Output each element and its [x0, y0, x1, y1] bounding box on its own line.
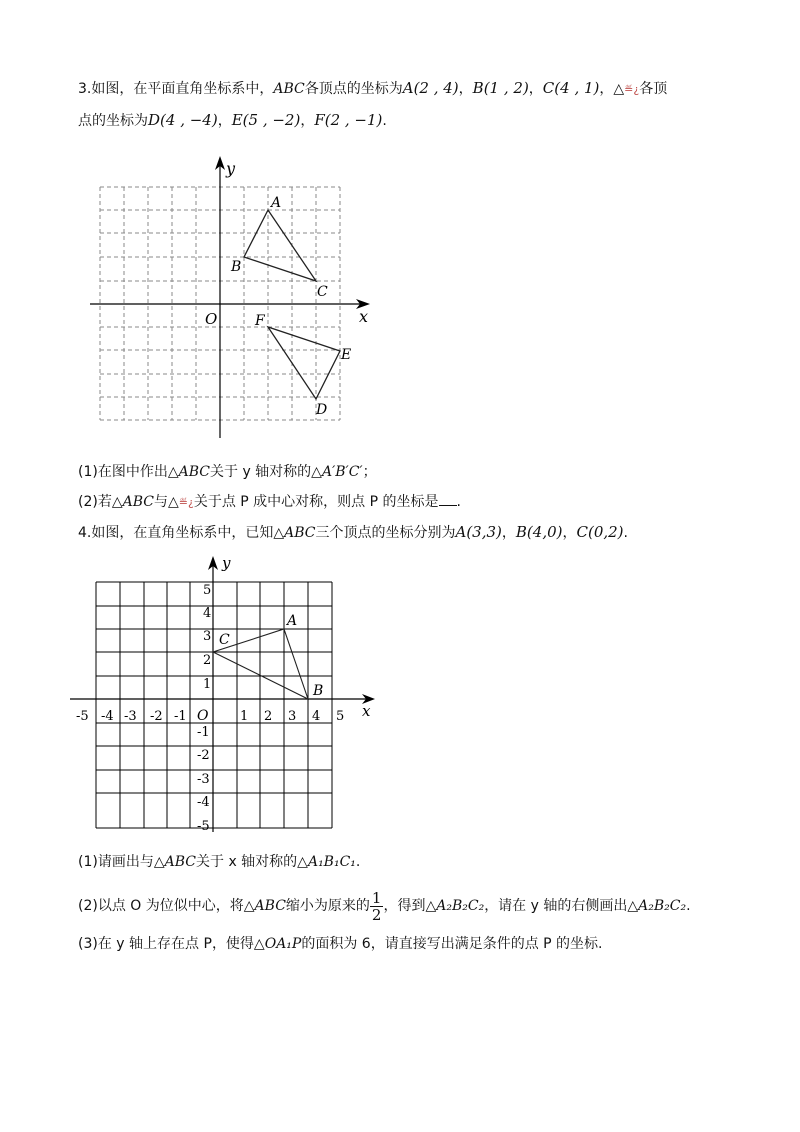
- q3-text: 各顶: [639, 81, 668, 97]
- q3-part2-p: P: [369, 494, 379, 510]
- q4-part2-abc: ABC: [254, 898, 286, 914]
- q4-y-tick: 5: [203, 583, 212, 598]
- q4-x-tick: -1: [174, 709, 187, 724]
- q3-label-c: C: [317, 284, 328, 300]
- q4-abc: ABC: [284, 525, 316, 541]
- q4-part3-text: 轴上存在点: [124, 936, 204, 952]
- q4-part3-text: 的坐标.: [551, 936, 603, 952]
- q3-coordinate-graph: [90, 150, 390, 445]
- q3-label-b: B: [231, 259, 242, 275]
- q4-part1-target: A₁B₁C₁: [307, 854, 356, 870]
- q3-part1: [78, 462, 760, 482]
- q4-y-tick: 2: [203, 653, 212, 668]
- q3-part1-text: 关于: [209, 464, 243, 480]
- q4-part3-triangle: OA₁P: [264, 936, 302, 952]
- q3-label-x: x: [359, 307, 369, 326]
- q3-line1: [78, 78, 760, 100]
- q3-text: 点的坐标为: [78, 113, 148, 129]
- q4-part2-text: 为位似中心，将△: [141, 898, 255, 914]
- q3-label-a: A: [271, 195, 282, 211]
- q3-label-d: D: [316, 402, 328, 418]
- q4-part1-axis: x: [228, 854, 237, 870]
- q4-x-tick: 5: [336, 709, 345, 724]
- q4-label-o: O: [197, 708, 209, 724]
- q3-text: 3.如图，在平面直角坐标系中，: [78, 81, 274, 97]
- q4-part2-text: 缩小为原来的: [285, 898, 370, 914]
- q3-part1-text: (1)在图中作出△: [78, 464, 179, 480]
- q4-text: 三个顶点的坐标分别为: [315, 525, 456, 541]
- q4-y-tick: -2: [197, 748, 210, 763]
- q3-point-a: A(2 , 4): [402, 79, 459, 97]
- q4-part1-abc: ABC: [164, 854, 196, 870]
- q3-part1-text: 轴对称的△: [250, 464, 322, 480]
- q4-label-x: x: [362, 702, 371, 720]
- q4-part2-o: O: [130, 898, 142, 914]
- q4-part2-target: A₂B₂C₂: [638, 898, 687, 914]
- q4-x-tick: 2: [264, 709, 273, 724]
- q4-part1-text: (1)请画出与△: [78, 854, 165, 870]
- q3-part2-text: (2)若△: [78, 494, 123, 510]
- q3-point-f: F(2 , −1): [314, 111, 383, 129]
- q3-label-y: y: [226, 159, 236, 178]
- q4-coordinate-graph: [70, 550, 390, 840]
- q3-point-c: C(4 , 1): [542, 79, 600, 97]
- q3-part2-text: 关于点: [193, 494, 241, 510]
- q4-part3: [78, 934, 760, 954]
- q4-text: 4.如图，在直角坐标系中，已知△: [78, 525, 285, 541]
- q4-frac-numerator: 1: [371, 888, 382, 907]
- q4-part3-text: ，使得△: [211, 936, 265, 952]
- q4-label-y: y: [222, 554, 231, 572]
- q4-frac-denominator: 2: [371, 905, 382, 924]
- q3-label-f: F: [255, 313, 265, 329]
- q4-part2-text: (2)以点: [78, 898, 131, 914]
- q3-part2-text: 的坐标是: [378, 494, 439, 510]
- q4-part1: [78, 852, 760, 872]
- q4-y-tick: -1: [197, 725, 210, 740]
- q4-part1-text: 轴对称的△: [236, 854, 308, 870]
- q3-point-e: E(5 , −2): [231, 111, 301, 129]
- q4-label-c: C: [219, 632, 230, 648]
- q3-sep: ，: [458, 81, 473, 97]
- q4-part3-p: P: [203, 936, 212, 952]
- q4-y-tick: 4: [203, 606, 212, 621]
- q3-part1-text: ；: [362, 464, 377, 480]
- q4-x-tick: -4: [101, 709, 114, 724]
- q4-part2-target: A₂B₂C₂: [436, 898, 485, 914]
- q3-part1-axis: y: [242, 464, 251, 480]
- q4-part2-text: ，得到△: [383, 898, 437, 914]
- q4-sep: ，: [501, 525, 516, 541]
- q4-part2-text: .: [686, 898, 691, 914]
- q3-part2: [78, 492, 760, 513]
- q3-answer-blank[interactable]: [439, 493, 457, 506]
- q4-y-tick: -5: [197, 819, 210, 834]
- q3-part2-abc: ABC: [122, 494, 154, 510]
- q4-y-tick: 3: [203, 629, 212, 644]
- q4-part3-text: 的面积为 6，请直接写出满足条件的点: [301, 936, 544, 952]
- q3-abc: ABC: [273, 81, 305, 97]
- q4-part2: [78, 888, 760, 924]
- q4-point-a: A(3,3): [455, 523, 502, 541]
- q3-sep: ，△: [599, 81, 625, 97]
- q3-point-b: B(1 , 2): [472, 79, 529, 97]
- q4-point-c: C(0,2): [576, 523, 624, 541]
- q3-part2-text: .: [456, 494, 461, 510]
- q4-y-tick: 1: [203, 677, 212, 692]
- q4-part2-text: 轴的右侧画出△: [538, 898, 639, 914]
- q3-sep: ，: [300, 113, 315, 129]
- q3-line2: [78, 110, 760, 131]
- q3-sep: ，: [528, 81, 543, 97]
- q4-part1-text: .: [355, 854, 361, 870]
- q3-label-o: O: [205, 310, 218, 328]
- q3-part1-abc: ABC: [178, 464, 210, 480]
- q4-x-tick-labels: [76, 709, 344, 724]
- q4-label-b: B: [313, 683, 324, 699]
- q3-text: .: [382, 113, 387, 129]
- q4-y-tick: -3: [197, 772, 210, 787]
- q4-y-tick: -4: [197, 795, 210, 810]
- q4-x-tick: -5: [76, 709, 89, 724]
- q4-x-tick: 1: [240, 709, 249, 724]
- q4-sep: ，: [562, 525, 577, 541]
- q4-point-b: B(4,0): [515, 523, 563, 541]
- q3-sep: ，: [217, 113, 232, 129]
- q4-label-a: A: [287, 613, 298, 629]
- q3-triangle-abc: [244, 210, 316, 281]
- q3-label-e: E: [341, 347, 352, 363]
- q4-part3-text: (3)在: [78, 936, 117, 952]
- q4-x-tick: 3: [288, 709, 297, 724]
- q4-part1-text: 关于: [195, 854, 229, 870]
- q3-point-d: D(4 , −4): [148, 111, 218, 129]
- q4-part3-axis: y: [116, 936, 125, 952]
- q4-x-tick: -2: [150, 709, 163, 724]
- q3-garbled-glyph: ≝¿: [624, 83, 640, 96]
- q3-triangle-def: [268, 327, 340, 399]
- q3-text: 各顶点的坐标为: [304, 81, 403, 97]
- q4-text: .: [623, 525, 628, 541]
- q3-part2-p: P: [240, 494, 249, 510]
- q4-x-tick: 4: [312, 709, 321, 724]
- q4-fraction-one-half: [370, 890, 384, 923]
- q3-part2-text: 与△: [153, 494, 179, 510]
- q4-part3-p: P: [543, 936, 552, 952]
- q3-part2-text: 成中心对称，则点: [248, 494, 370, 510]
- q4-part2-axis: y: [530, 898, 539, 914]
- q4-line: [78, 522, 760, 543]
- q3-part1-target: A′B′C′: [321, 464, 363, 480]
- q3-part2-garbled-glyph: ≝¿: [178, 496, 194, 509]
- q4-x-tick: -3: [124, 709, 137, 724]
- q4-part2-text: ，请在: [484, 898, 531, 914]
